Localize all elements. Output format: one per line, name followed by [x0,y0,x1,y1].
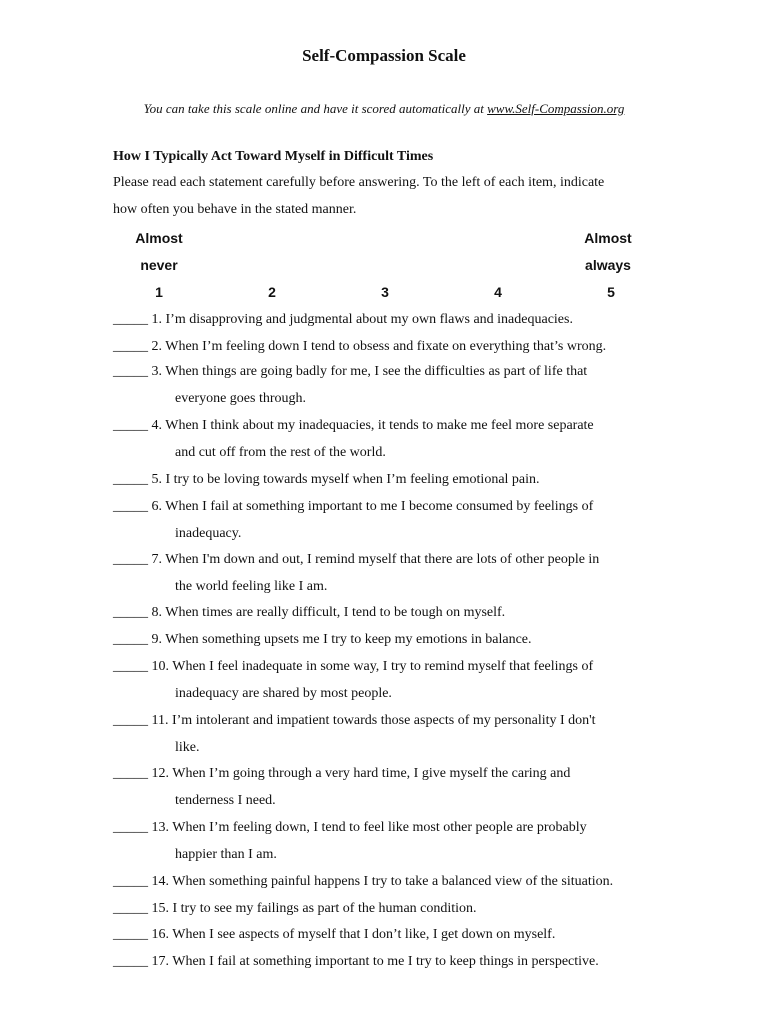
item-text: _____ 2. When I’m feeling down I tend to obsess and fixate on everything that’s wrong. [113,339,607,354]
item-text: _____ 12. When I’m going through a very hard time, I give myself the caring and [113,766,571,781]
list-item[interactable] [113,333,606,360]
item-text: _____ 13. When I’m feeling down, I tend to feel like most other people are probably [113,820,587,835]
scale-left-label-line-2: never [140,257,178,273]
item-text: _____ 16. When I see aspects of myself that I don’t like, I get down on myself. [113,927,556,942]
item-text: _____ 8. When times are really difficult, I tend to be tough on myself. [113,605,506,620]
scale-point: 3 [381,284,389,300]
item-text: _____ 14. When something painful happens I try to take a balanced view of the situation. [113,874,614,889]
section-heading: How I Typically Act Toward Myself in Difficult Times [113,149,434,164]
item-text: _____ 11. I’m intolerant and impatient towards those aspects of my personality I don't [113,713,596,728]
scale-right-label-line-2: always [585,257,631,273]
list-item[interactable] [113,707,596,761]
list-item[interactable] [113,921,555,948]
item-text: _____ 17. When I fail at something important to me I try to keep things in perspective. [113,954,599,969]
item-text-continued: tenderness I need. [175,793,276,808]
item-text: _____ 7. When I'm down and out, I remind myself that there are lots of other people in [113,552,600,567]
item-text: _____ 15. I try to see my failings as part of the human condition. [113,901,477,916]
document-title: Self-Compassion Scale [302,46,466,65]
item-text: _____ 3. When things are going badly for me, I see the difficulties as part of life that [113,364,588,379]
scale-point: 2 [268,284,276,300]
list-item[interactable] [113,466,540,493]
item-text-continued: inadequacy are shared by most people. [175,686,392,701]
self-compassion-link[interactable]: www.Self-Compassion.org [487,101,625,116]
list-item[interactable] [113,895,477,922]
instructions-line-2: how often you behave in the stated manner. [113,202,357,217]
list-item[interactable] [113,626,532,653]
item-text-continued: inadequacy. [175,526,242,541]
item-text: _____ 9. When something upsets me I try to keep my emotions in balance. [113,632,532,647]
list-item[interactable] [113,412,594,466]
item-text: _____ 1. I’m disapproving and judgmental about my own flaws and inadequacies. [113,312,573,327]
list-item[interactable] [113,868,613,895]
scale-left-label-line-1: Almost [135,230,183,246]
list-item[interactable] [113,358,587,412]
list-item[interactable] [113,599,505,626]
item-text: _____ 10. When I feel inadequate in some way, I try to remind myself that feelings of [113,659,594,674]
item-text: _____ 4. When I think about my inadequacies, it tends to make me feel more separate [113,418,594,433]
scale-point: 5 [607,284,615,300]
list-item[interactable] [113,546,599,600]
list-item[interactable] [113,653,593,707]
list-item[interactable] [113,760,570,814]
online-note [0,101,768,117]
item-text-continued: the world feeling like I am. [175,579,328,594]
instructions-line-1: Please read each statement carefully before answering. To the left of each item, indicate [113,175,605,190]
scale-point: 4 [494,284,502,300]
item-text-continued: happier than I am. [175,847,277,862]
list-item[interactable] [113,306,573,333]
list-item[interactable] [113,948,599,975]
item-text-continued: and cut off from the rest of the world. [175,445,386,460]
online-note-text: You can take this scale online and have it scored automatically at [143,101,488,116]
list-item[interactable] [113,814,587,868]
item-text: _____ 5. I try to be loving towards myself when I’m feeling emotional pain. [113,472,540,487]
item-text: _____ 6. When I fail at something important to me I become consumed by feelings of [113,499,594,514]
item-text-continued: like. [175,740,200,755]
list-item[interactable] [113,493,593,547]
scale-point: 1 [155,284,163,300]
item-text-continued: everyone goes through. [175,391,307,406]
scale-right-label-line-1: Almost [584,230,632,246]
